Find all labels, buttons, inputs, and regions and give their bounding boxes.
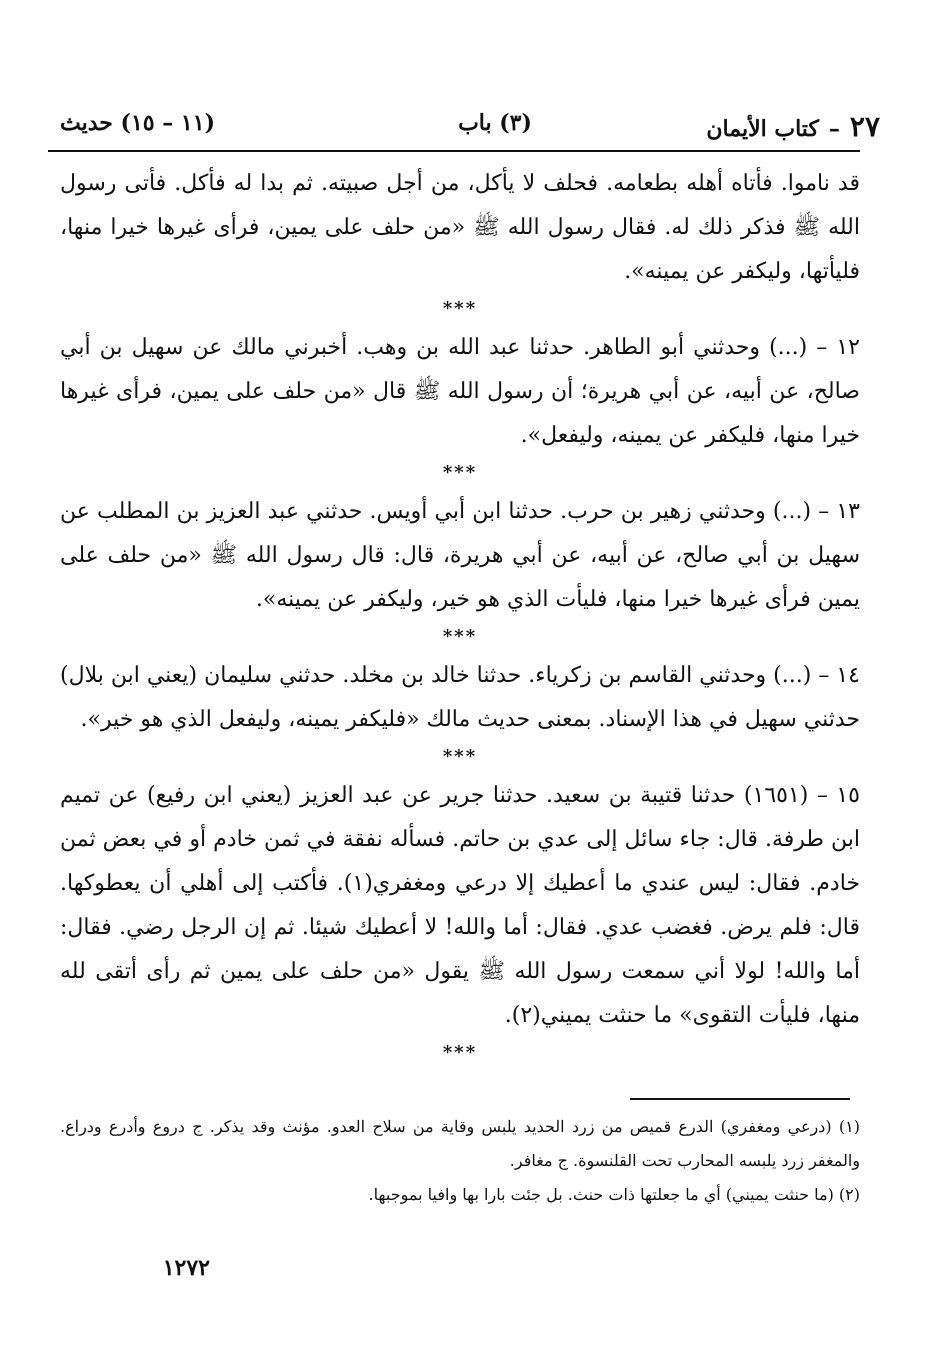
- section-separator: ***: [442, 626, 478, 647]
- main-text: [60, 162, 860, 1070]
- section-separator: ***: [442, 298, 478, 319]
- hadith-14: ١٤ – (...) وحدثني القاسم بن زكرياء. حدثنا خالد بن مخلد. حدثني سليمان (يعني ابن بلال) حدثني سهيل في هذا الإسناد. بمعنى حديث مالك «فليكفر يمينه، وليفعل الذي هو خير».: [60, 663, 860, 732]
- header-page-number: ٢٧: [849, 110, 880, 143]
- footnote-2: (٢) (ما حنثت يميني) أي ما جعلتها ذات حنث. بل جئت بارا بها وافيا بموجبها.: [368, 1185, 860, 1204]
- header-chapter: (٣) باب: [458, 110, 532, 136]
- footnote-1: (١) (درعي ومغفري) الدرع قميص من زرد الحديد يلبس وقاية من سلاح العدو. مؤنث وقد يذكر. ج دروع وأدرع ودراع. والمغفر زرد يلبسه المحارب تحت القلنسوة. ج مغافر.: [60, 1117, 860, 1170]
- footnote-divider: [630, 1098, 850, 1100]
- section-separator: ***: [442, 1042, 478, 1063]
- running-header: [60, 110, 880, 150]
- paragraph-continuation: قد ناموا. فأتاه أهله بطعامه. فحلف لا يأكل، من أجل صبيته. ثم بدا له فأكل. فأتى رسول الله ﷺ فذكر ذلك له. فقال رسول الله ﷺ «من حلف على يمين، فرأى غيرها خيرا منها، فليأتها، وليكفر عن يمينه».: [60, 171, 860, 284]
- hadith-12: ١٢ – (...) وحدثني أبو الطاهر. حدثنا عبد الله بن وهب. أخبرني مالك عن سهيل بن أبي صالح، عن أبيه، عن أبي هريرة؛ أن رسول الله ﷺ قال «من حلف على يمين، فرأى غيرها خيرا منها، فليكفر عن يمينه، وليفعل».: [60, 335, 860, 448]
- header-book-info: [706, 110, 880, 143]
- header-book-title: كتاب الأيمان: [706, 116, 819, 142]
- footer-page-number: ١٢٧٢: [162, 1255, 210, 1281]
- section-separator: ***: [442, 462, 478, 483]
- hadith-13: ١٣ – (...) وحدثني زهير بن حرب. حدثنا ابن أبي أويس. حدثني عبد العزيز بن المطلب عن سهيل بن أبي صالح، عن أبيه، عن أبي هريرة، قال: قال رسول الله ﷺ «من حلف على يمين فرأى غيرها خيرا منها، فليأت الذي هو خير، وليكفر عن يمينه».: [60, 499, 860, 612]
- header-hadith-range: (١١ – ١٥) حديث: [60, 110, 215, 136]
- footnotes: [60, 1110, 860, 1212]
- section-separator: ***: [442, 746, 478, 767]
- header-divider: [48, 150, 860, 152]
- header-dash: –: [828, 116, 840, 142]
- hadith-15: ١٥ – (١٦٥١) حدثنا قتيبة بن سعيد. حدثنا جرير عن عبد العزيز (يعني ابن رفيع) عن تميم ابن طرفة. قال: جاء سائل إلى عدي بن حاتم. فسأله نفقة في ثمن خادم أو في بعض ثمن خادم. فقال: ليس عندي ما أعطيك إلا درعي ومغفري(١). فأكتب إلى أهلي أن يعطوكها. قال: فلم يرض. فغضب عدي. فقال: أما والله! لا أعطيك شيئا. ثم إن الرجل رضي. فقال: أما والله! لولا أني سمعت رسول الله ﷺ يقول «من حلف على يمين ثم رأى أتقى لله منها، فليأت التقوى» ما حنثت يميني(٢).: [60, 783, 861, 1028]
